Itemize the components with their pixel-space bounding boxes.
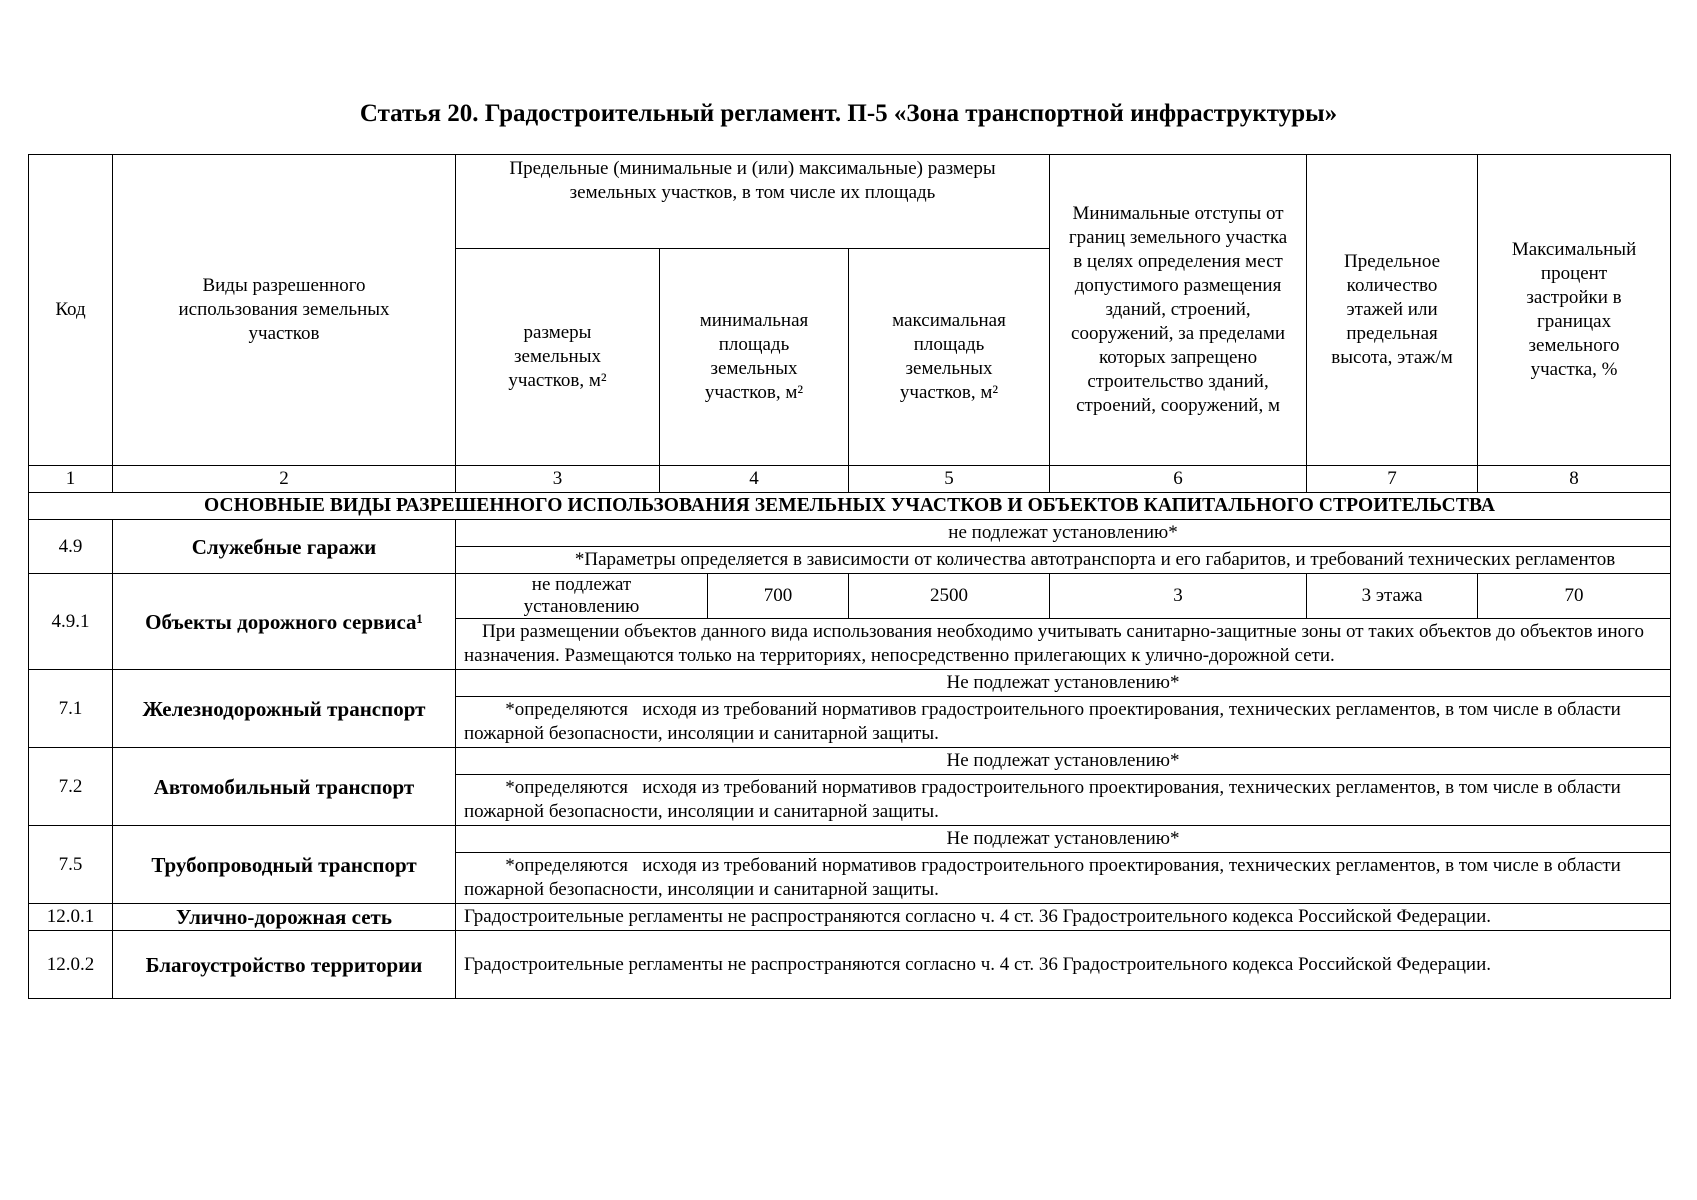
row-note: При размещении объектов данного вида использования необходимо учитывать санитарно-защитные зоны от таких объектов до объектов иного назначения. Размещаются только на территориях, непосредственно прилегающих к улично-дорожной сети. (456, 619, 1671, 670)
header-floors: Предельное количество этажей или предельная высота, этаж/м (1307, 155, 1478, 466)
column-number: 2 (113, 466, 456, 493)
header-max-area: максимальная площадь земельных участков, м² (849, 249, 1050, 466)
row-min-area: 700 (708, 574, 849, 619)
row-note: *определяются исходя из требований нормативов градостроительного проектирования, технических регламентов, в том числе в области пожарной безопасности, инсоляции и санитарной защиты. (456, 697, 1671, 748)
row-code: 7.1 (29, 670, 113, 748)
table-row-12-0-2 (29, 931, 1671, 999)
row-code: 12.0.1 (29, 904, 113, 931)
row-kind-name: Служебные гаражи (113, 520, 456, 574)
row-floors: 3 этажа (1307, 574, 1478, 619)
header-limits: Предельные (минимальные и (или) максимальные) размеры земельных участков, в том числе их площадь (456, 155, 1050, 249)
row-setback: 3 (1050, 574, 1307, 619)
column-number: 5 (849, 466, 1050, 493)
row-kind-name: Железнодорожный транспорт (113, 670, 456, 748)
table-row-7-2 (29, 748, 1671, 775)
header-code: Код (29, 155, 113, 466)
table-row-7-1 (29, 670, 1671, 697)
regulation-table (28, 154, 1671, 999)
row-kind-name: Объекты дорожного сервиса¹ (113, 574, 456, 670)
column-numbers-row (29, 466, 1671, 493)
row-note: *определяются исходя из требований нормативов градостроительного проектирования, технических регламентов, в том числе в области пожарной безопасности, инсоляции и санитарной защиты. (456, 853, 1671, 904)
row-params: Не подлежат установлению* (456, 670, 1671, 697)
row-params: Не подлежат установлению* (456, 826, 1671, 853)
table-row-4-9-1 (29, 574, 1671, 619)
header-row-top (29, 155, 1671, 249)
row-sizes: не подлежат установлению (456, 574, 708, 619)
row-code: 12.0.2 (29, 931, 113, 999)
row-code: 4.9.1 (29, 574, 113, 670)
column-number: 8 (1478, 466, 1671, 493)
row-note: Градостроительные регламенты не распространяются согласно ч. 4 ст. 36 Градостроительного кодекса Российской Федерации. (456, 931, 1671, 999)
row-params: Не подлежат установлению* (456, 748, 1671, 775)
page-title: Статья 20. Градостроительный регламент. П-5 «Зона транспортной инфраструктуры» (359, 100, 1338, 127)
row-code: 7.5 (29, 826, 113, 904)
row-code: 7.2 (29, 748, 113, 826)
row-code: 4.9 (29, 520, 113, 574)
header-sizes: размеры земельных участков, м² (456, 249, 660, 466)
table-row-7-5 (29, 826, 1671, 853)
table-row-12-0-1 (29, 904, 1671, 931)
row-note: Градостроительные регламенты не распространяются согласно ч. 4 ст. 36 Градостроительного кодекса Российской Федерации. (456, 904, 1671, 931)
header-coverage: Максимальный процент застройки в границах земельного участка, % (1478, 155, 1671, 466)
column-number: 1 (29, 466, 113, 493)
row-note: *определяются исходя из требований нормативов градостроительного проектирования, технических регламентов, в том числе в области пожарной безопасности, инсоляции и санитарной защиты. (456, 775, 1671, 826)
column-number: 6 (1050, 466, 1307, 493)
header-kinds: Виды разрешенного использования земельных участков (113, 155, 456, 466)
row-kind-name: Трубопроводный транспорт (113, 826, 456, 904)
header-min-area: минимальная площадь земельных участков, м² (660, 249, 849, 466)
row-kind-name: Улично-дорожная сеть (113, 904, 456, 931)
row-params: не подлежат установлению* (456, 520, 1671, 547)
row-note: *Параметры определяется в зависимости от количества автотранспорта и его габаритов, и требований технических регламентов (456, 547, 1671, 574)
table-row-4-9 (29, 520, 1671, 547)
column-number: 4 (660, 466, 849, 493)
row-coverage: 70 (1478, 574, 1671, 619)
column-number: 3 (456, 466, 660, 493)
section-title: ОСНОВНЫЕ ВИДЫ РАЗРЕШЕННОГО ИСПОЛЬЗОВАНИЯ ЗЕМЕЛЬНЫХ УЧАСТКОВ И ОБЪЕКТОВ КАПИТАЛЬНОГО СТРОИТЕЛЬСТВА (29, 493, 1671, 520)
row-kind-name: Автомобильный транспорт (113, 748, 456, 826)
header-setbacks: Минимальные отступы от границ земельного участка в целях определения мест допустимого размещения зданий, строений, сооружений, за пределами которых запрещено строительство зданий, строений, сооружений, м (1050, 155, 1307, 466)
row-max-area: 2500 (849, 574, 1050, 619)
row-kind-name: Благоустройство территории (113, 931, 456, 999)
section-row (29, 493, 1671, 520)
column-number: 7 (1307, 466, 1478, 493)
